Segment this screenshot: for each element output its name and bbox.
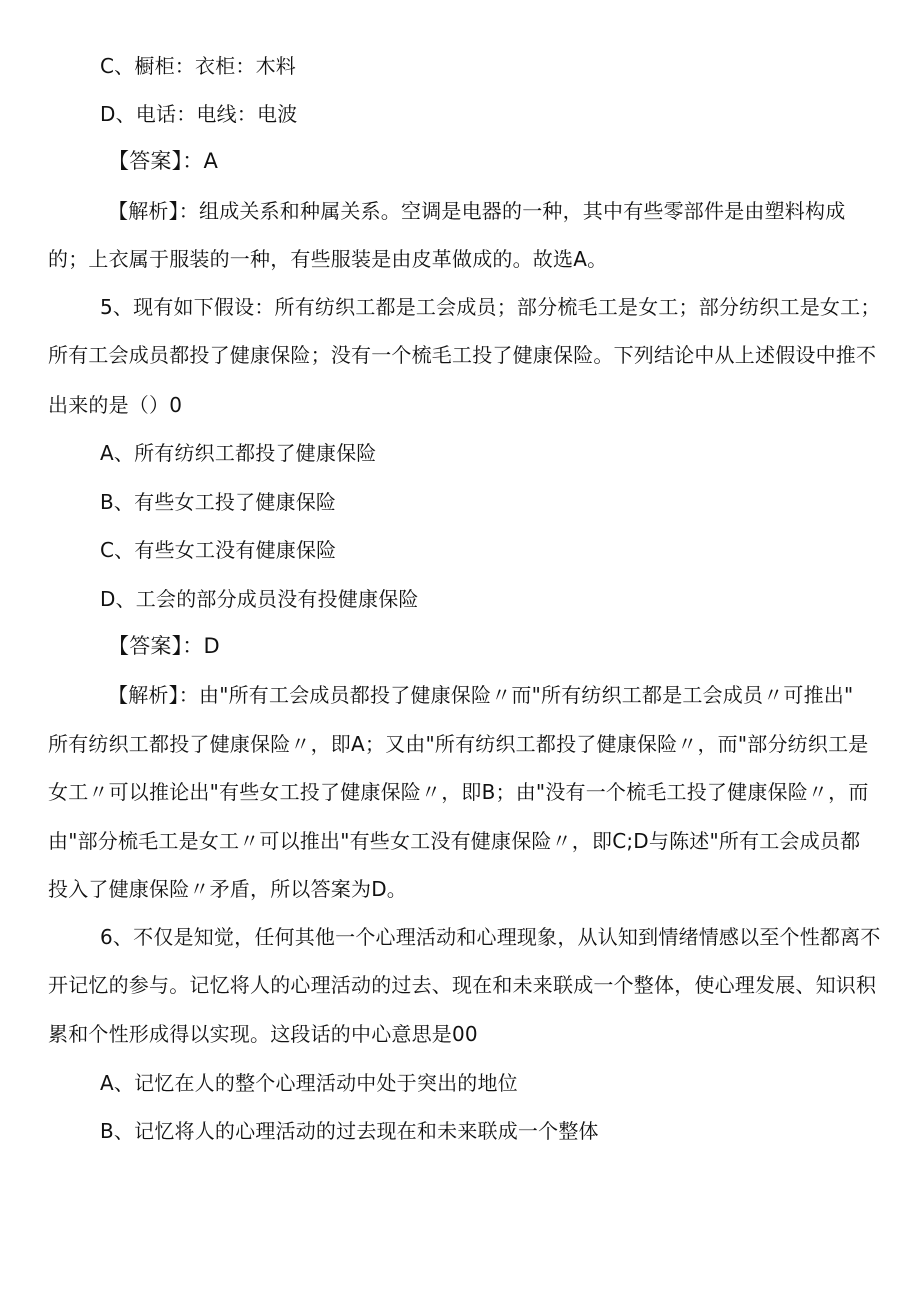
option-c: C、有些女工没有健康保险 <box>100 538 337 562</box>
explanation-line: 投入了健康保险〃矛盾，所以答案为D。 <box>48 877 408 901</box>
explanation-line: 所有纺织工都投了健康保险〃，即A；又由"所有纺织工都投了健康保险〃，而"部分纺织工是 <box>48 732 869 756</box>
option-b: B、记忆将人的心理活动的过去现在和未来联成一个整体 <box>100 1119 599 1143</box>
option-b: B、有些女工投了健康保险 <box>100 490 337 514</box>
question-6-line: 开记忆的参与。记忆将人的心理活动的过去、现在和未来联成一个整体，使心理发展、知识积 <box>48 973 877 997</box>
question-5-line: 5、现有如下假设：所有纺织工都是工会成员；部分梳毛工是女工；部分纺织工是女工； <box>100 295 881 319</box>
question-5-line: 出来的是（）0 <box>48 393 183 417</box>
option-d: D、工会的部分成员没有投健康保险 <box>100 587 419 611</box>
question-6-line: 6、不仅是知觉，任何其他一个心理活动和心理现象，从认知到情绪情感以至个性都离不 <box>100 925 881 949</box>
question-5-line: 所有工会成员都投了健康保险；没有一个梳毛工投了健康保险。下列结论中从上述假设中推不 <box>48 343 877 367</box>
explanation-line: 【解析】：组成关系和种属关系。空调是电器的一种，其中有些零部件是由塑料构成 <box>108 199 846 223</box>
explanation-line: 【解析】：由"所有工会成员都投了健康保险〃而"所有纺织工都是工会成员〃可推出" <box>108 683 854 707</box>
question-6-line: 累和个性形成得以实现。这段话的中心意思是00 <box>48 1022 478 1046</box>
explanation-line: 的；上衣属于服装的一种，有些服装是由皮革做成的。故选A。 <box>48 247 608 271</box>
option-a: A、所有纺织工都投了健康保险 <box>100 441 377 465</box>
option-d: D、电话：电线：电波 <box>100 102 298 126</box>
answer-label: 【答案】：D <box>108 634 220 658</box>
option-c: C、橱柜：衣柜：木料 <box>100 54 296 78</box>
option-a: A、记忆在人的整个心理活动中处于突出的地位 <box>100 1071 518 1095</box>
explanation-line: 女工〃可以推论出"有些女工投了健康保险〃，即B；由"没有一个梳毛工投了健康保险〃，而 <box>48 780 869 804</box>
answer-label: 【答案】：A <box>108 149 219 173</box>
explanation-line: 由"部分梳毛工是女工〃可以推出"有些女工没有健康保险〃，即C;D与陈述"所有工会成员都 <box>48 829 861 853</box>
